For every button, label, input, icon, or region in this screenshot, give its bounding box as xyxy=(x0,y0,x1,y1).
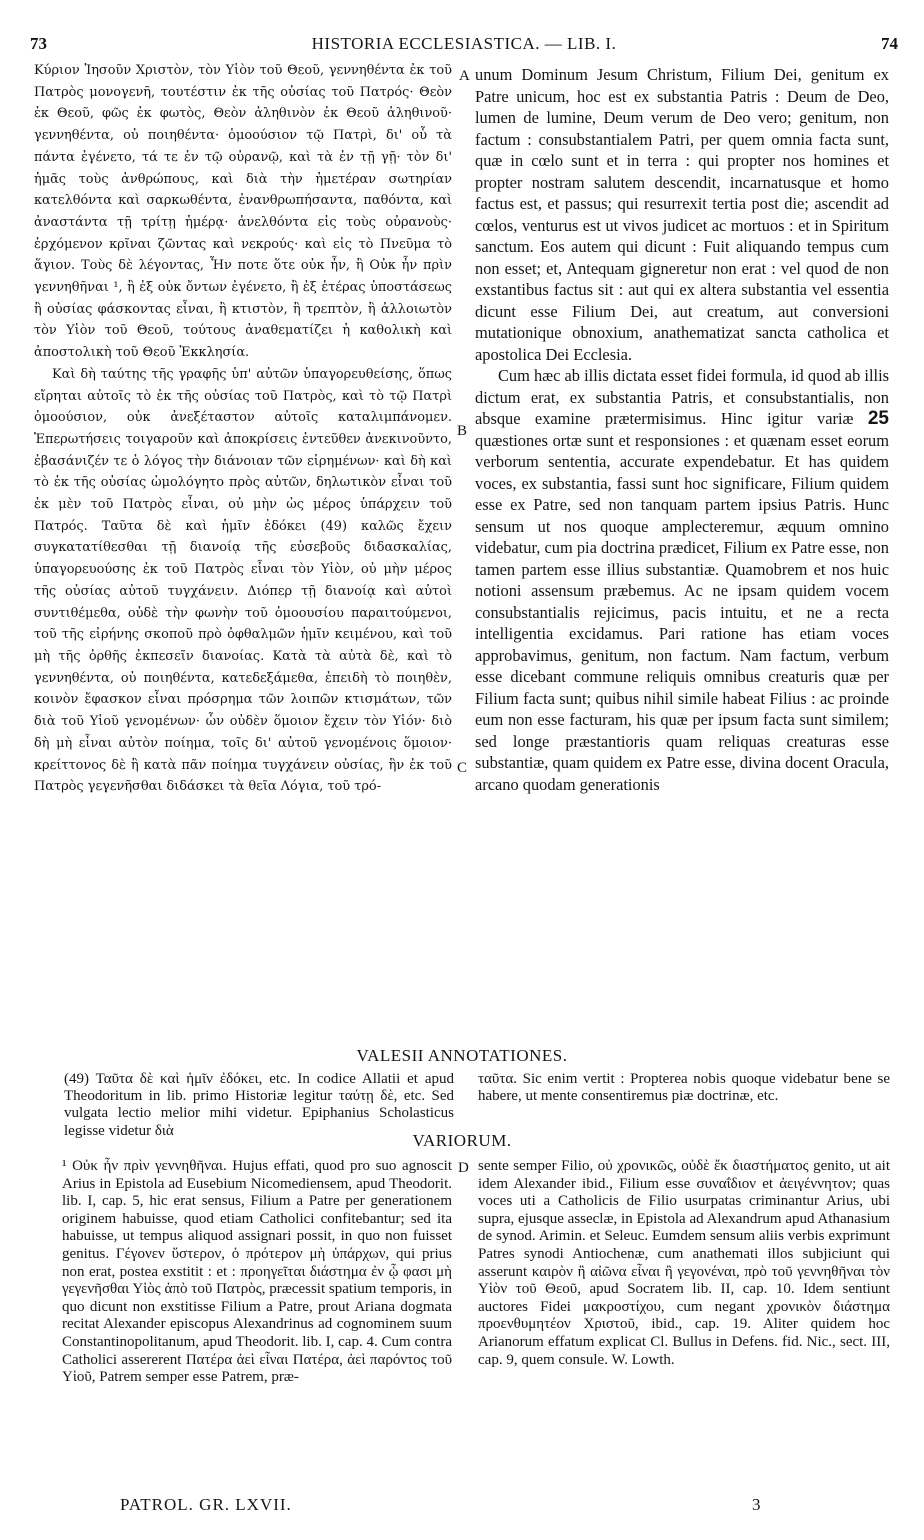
latin-text-column xyxy=(475,64,889,795)
variorum-note-left: ¹ Οὐκ ἦν πρὶν γεννηθῆναι. Hujus effati, quod pro suo agnoscit Arius in Epistola ad Eusebium Nicomediensem, apud Theodorit. lib. I, cap. 5, hic erat sensus, Filium a Patre per generationem originem habuisse, quod etiam Catholici confitebantur; sed ita habuisse, ut tempus aliquod assignari possit, in quo non fuisset genitus. Γέγονεν ὕστερον, ὁ πρότερον μὴ ὑπάρχων, qui prius non erat, postea exstitit : et : προηγεῖται διάστημα ἐν ᾧ φασι μὴ γεγενῆσθαι Υἱὸς ἀπὸ τοῦ Πατρὸς, præcessit spatium temporis, in quo dicunt non exstitisse Filium a Patre, prout Ariana dogmata recitat Alexander episcopus Alexandrinus ad cognominem suum Constantinopolitanum, apud Theodorit. lib. I, cap. 4. Cum contra Catholici assererent Πατέρα ἀεὶ εἶναι Πατέρα, ἀεὶ παρόντος τοῦ Υἱοῦ, Patrem semper esse Patrem, præ- xyxy=(62,1158,452,1386)
margin-marker-b: B xyxy=(457,423,468,439)
page-number-right: 74 xyxy=(881,34,898,53)
margin-marker-d: D xyxy=(458,1160,469,1176)
latin-paragraph: unum Dominum Jesum Christum, Filium Dei, genitum ex Patre unicum, hoc est ex substantia Patris : Deum de Deo, lumen de lumine, Deum verum de Deo vero; genitum, non factum : consubstantialem Patri, per quem omnia facta sunt, quæ in cœlo sunt et in terra : qui propter nos homines et propter nostram salutem descendit, incarnatusque et homo factus est, et passus; qui resurrexit tertia post die; ascendit ad cœlos, venturus est ut vivos judicet ac mortuos : et in Spiritum sanctum. Eos autem qui dicunt : Fuit aliquando tempus cum non esset; et, Antequam gigneretur non erat : vel quod de non exstantibus factus sit : aut qui ex altera substantia vel essentia dicunt esse Filium Dei, aut creatum, aut conversioni mutationique obnoxium, anathematizat sancta catholica et apostolica Dei Ecclesia. xyxy=(475,65,889,364)
greek-paragraph: Καὶ δὴ ταύτης τῆς γραφῆς ὑπ' αὐτῶν ὑπαγορευθείσης, ὅπως εἴρηται αὐτοῖς τὸ ἐκ τῆς οὐσίας τοῦ Πατρὸς, καὶ τὸ τῷ Πατρὶ ὁμοούσιον, οὐκ ἀνεξέταστον αὐτοῖς καταλιμπάνομεν. Ἐπερωτήσεις τοιγαροῦν καὶ ἀποκρίσεις ἐντεῦθεν ἀνεκινοῦντο, ἐβασάνιζέν τε ὁ λόγος τὴν διάνοιαν τῶν εἰρημένων· καὶ δὴ καὶ τὸ ἐκ τῆς οὐσίας ὡμολόγητο πρὸς αὐτῶν, δηλωτικὸν εἶναι τοῦ ἐκ μὲν τοῦ Πατρὸς εἶναι, οὐ μὴν ὡς μέρος ὑπάρχειν τοῦ Πατρός. Ταῦτα δὲ καὶ ἡμῖν ἐδόκει (49) καλῶς ἔχειν συγκατατίθεσθαι τῇ διανοίᾳ τῆς εὐσεβοῦς διδασκαλίας, ὑπαγορευούσης ἐκ τοῦ Πατρὸς εἶναι τὸν Υἱὸν, οὐ μὴν μέρος τῆς οὐσίας αὐτοῦ τυγχάνειν. Διόπερ τῇ διανοίᾳ καὶ αὐτοὶ συντιθέμεθα, οὐδὲ τὴν φωνὴν τοῦ ὁμοουσίου παραιτούμενοι, τοῦ τῆς εἰρήνης σκοποῦ πρὸ ὀφθαλμῶν ἡμῖν κειμένου, καὶ τοῦ μὴ τῆς ὀρθῆς ἐκπεσεῖν διανοίας. Κατὰ τὰ αὐτὰ δὲ, καὶ τὸ γεννηθέντα, οὐ ποιηθέντα, κατεδεξάμεθα, ἐπειδὴ τὸ ποιηθὲν, κοινὸν ἔφασκον εἶναι πρόσρημα τῶν λοιπῶν κτισμάτων, τῶν διὰ τοῦ Υἱοῦ γενομένων· ὧν οὐδὲν ὅμοιον ἔχειν τὸν Υἱόν· διὸ δὴ μὴ εἶναι αὐτὸν ποίημα, τοῖς δι' αὐτοῦ γενομένοις ὅμοιον· κρείττονος δὲ ἢ κατὰ πᾶν ποίημα τυγχάνειν οὐσίας, ἣν ἐκ τοῦ Πατρὸς γεγενῆσθαι διδάσκει τὰ θεῖα Λόγια, τοῦ τρό- xyxy=(34,366,452,795)
margin-marker-a: A xyxy=(459,68,470,84)
valesii-heading: VALESII ANNOTATIONES. xyxy=(356,1046,568,1065)
gathering-number: 3 xyxy=(752,1495,761,1514)
migne-column-number: 25 xyxy=(867,408,889,429)
latin-paragraph-text: quæstiones ortæ sunt et responsiones : et quænam esset eorum verborum sententia, accurate expendebatur. Et has quidem voces, ex substantia, fassi sunt hoc significare, Filium quidem esse ex Patre, sed non tanquam partem ipsius Patris. Hunc sensum ut nos quoque amplecteremur, æquum omnino videbatur, cum pia doctrina prædicet, Filium ex Patre esse, non tamen partem esse illius substantiæ. Quamobrem et nos huic notioni assensum præbemus. Ac ne ipsam quidem vocem consubstantialis rejicimus, pacis intuitu, et ne a recta intelligentia excidamus. Pari ratione has etiam voces approbavimus, genitum, non factum. Nam factum, verbum esse dicebant commune reliquis omnibus creaturis quæ per Filium facta sunt; quibus nihil simile habeat Filius : ac proinde eum non esse facturam, his quæ per ipsum facta sunt similem; sed longe præstantioris quam reliquas creaturas esse substantiæ, quam quidem ex Patre esse, divina docent Oracula, arcano quodam generationis xyxy=(475,430,889,794)
valesii-note-right: ταῦτα. Sic enim vertit : Propterea nobis quoque videbatur bene se habere, ut mente consentiremus piæ doctrinæ, etc. xyxy=(478,1071,890,1105)
latin-paragraph-text: Cum hæc ab illis dictata esset fidei formula, id quod ab illis dictum erat, ex substantia Patris, et consubstantialis, non absque examine prætermisimus. Hinc igitur variæ xyxy=(475,366,889,428)
greek-paragraph: Κύριον Ἰησοῦν Χριστὸν, τὸν Υἱὸν τοῦ Θεοῦ, γεννηθέντα ἐκ τοῦ Πατρὸς μονογενῆ, τουτέστιν ἐκ τῆς οὐσίας τοῦ Πατρός· Θεὸν ἐκ Θεοῦ, φῶς ἐκ φωτὸς, Θεὸν ἀληθινὸν ἐκ Θεοῦ ἀληθινοῦ· γεννηθέντα, οὐ ποιηθέντα· ὁμοούσιον τῷ Πατρὶ, δι' οὗ τὰ πάντα ἐγένετο, τά τε ἐν τῷ οὐρανῷ, καὶ τὰ ἐν τῇ γῇ· τὸν δι' ἡμᾶς τοὺς ἀνθρώπους, καὶ διὰ τὴν ἡμετέραν σωτηρίαν κατελθόντα καὶ σαρκωθέντα, ἐνανθρωπήσαντα, παθόντα, καὶ ἀναστάντα τῇ τρίτῃ ἡμέρᾳ· ἀνελθόντα εἰς τοὺς οὐρανοὺς· ἐρχόμενον κρῖναι ζῶντας καὶ νεκρούς· καὶ εἰς τὸ Πνεῦμα τὸ ἅγιον. Τοὺς δὲ λέγοντας, Ἦν ποτε ὅτε οὐκ ἦν, ἢ Οὐκ ἦν πρὶν γεννηθῆναι ¹, ἢ ἐξ οὐκ ὄντων ἐγένετο, ἢ ἐξ ἑτέρας ὑποστάσεως ἢ οὐσίας φάσκοντας εἶναι, ἢ κτιστὸν, ἢ τρεπτὸν, ἢ ἀλλοιωτὸν τὸν Υἱὸν τοῦ Θεοῦ, τούτους ἀναθεματίζει ἡ καθολικὴ καὶ ἀποστολικὴ τοῦ Θεοῦ Ἐκκλησία. xyxy=(34,63,452,361)
valesii-note-left: (49) Ταῦτα δὲ καὶ ἡμῖν ἐδόκει, etc. In codice Allatii et apud Theodoritum in lib. primo Historiæ legitur ταύτῃ δὲ, etc. Sed vulgata lectio melior mihi videtur. Epiphanius Scholasticus legisse videtur διὰ xyxy=(64,1071,454,1139)
page-footer xyxy=(0,1495,924,1519)
greek-text-column xyxy=(34,60,452,798)
running-title: HISTORIA ECCLESIASTICA. — LIB. I. xyxy=(311,34,617,53)
variorum-note-right: sente semper Filio, οὐ χρονικῶς, οὐδὲ ἔκ διαστήματος genito, ut ait idem Alexander ibid., Filium esse συναΐδιον et ἀειγέννητον; quas voces uti a Catholicis de Filio usurpatas criminantur Arius, ubi supra, ejusque asseclæ, in Epistola ad Alexandrum apud Athanasium de synod. Arimin. et Seleuc. Eumdem sensum aliis verbis exprimunt Patres synodi Antiochenæ, cum anathemati illos subjiciunt qui asserunt καιρὸν ἢ αἰῶνα εἶναι ἢ γεγονέναι, πρὸ τοῦ γεννηθῆναι τὸν Υἱὸν τοῦ Θεοῦ, apud Socratem lib. II, cap. 10. Idem sentiunt auctores Fidei μακροστίχου, cum negant χρονικὸν διάστημα προενθυμητέον Χριστοῦ, ibid., cap. 19. Aliter quidem hoc Arianorum effatum explicat Cl. Bullus in Defens. fid. Nic., sect. III, cap. 9, quem consule. W. Lowth. xyxy=(478,1158,890,1368)
latin-paragraph xyxy=(475,365,889,795)
page-number-left: 73 xyxy=(30,34,47,53)
running-head xyxy=(30,34,898,58)
variorum-heading: VARIORUM. xyxy=(412,1131,512,1150)
volume-signature: PATROL. GR. LXVII. xyxy=(120,1495,292,1514)
margin-marker-c: C xyxy=(457,760,468,776)
